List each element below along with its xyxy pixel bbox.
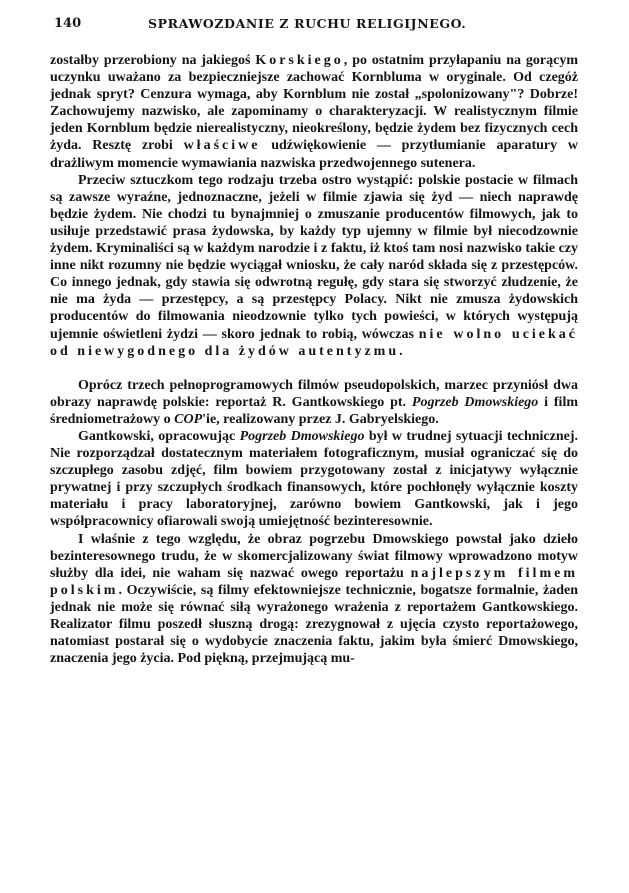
text-run: Gantkowski, opracowując bbox=[78, 428, 240, 444]
text-run: 'ie, realizowany przez J. Gabryelskiego. bbox=[202, 411, 439, 427]
text-run: zostałby przerobiony na jakiegoś bbox=[50, 53, 256, 68]
italic-text: Pogrzeb Dmowskiego bbox=[239, 428, 365, 444]
spaced-emphasis-text: najlepszym filmem polskim bbox=[50, 565, 578, 598]
paragraph bbox=[50, 531, 578, 668]
text-run: , po ostatnim przyłapaniu na gorącym uczynku uważano za bezpieczniejsze zachować Kornbluma w oryginale. Od czegóż jednak spryt? Cenzura wymaga, aby Kornblum nie został „spolonizowany"? Dobrze! Zachowujemy nazwisko, ale zapominamy o charakteryzacji. W realistycznym filmie jeden Kornblum będzie nierealistyczny, nieokreślony, będzie żydem bez fizycznych cech żyda. Resztę zrobi bbox=[50, 53, 579, 154]
spaced-emphasis-text: nie wolno uciekać od niewygodnego dla żydów autentyzmu bbox=[50, 326, 579, 359]
paragraph bbox=[50, 172, 578, 360]
page-number: 140 bbox=[54, 16, 82, 31]
text-run: był w trudnej sytuacji technicznej. Nie rozporządzał dostatecznym materiałem fotograficznym, musiał ograniczać się do szczupłego zasobu zdjęć, film bowiem przygotowany został z inicjatywy wyłącznie prywatnej i przy szczupłych środkach finansowych, które pochłonęły wyłącznie koszty materiału i pracy laboratoryjnej, zarówno bowiem Gantkowski, jak i jego współpracownicy ofiarowali swoją umiejętność bezinteresownie. bbox=[50, 428, 578, 530]
paragraph bbox=[50, 52, 578, 172]
page-header bbox=[50, 10, 578, 36]
text-run: Przeciw sztuczkom tego rodzaju trzeba ostro wystąpić: polskie postacie w filmach są zawsze wyraźne, jednoznaczne, jeżeli w filmie zjawia się żyd — niech naprawdę będzie żydem. Nie chodzi tu bynajmniej o zmuszanie producentów filmowych, jak to usiłuje przedstawić prasa żydowska, by każdy typ ujemny w filmie był niecodzownie żydem. Kryminaliści są w każdym narodzie i z faktu, iż ktoś tam nosi nazwisko takie czy inne nikt rozumny nie będzie wyciągał wniosku, że cały naród składa się z przestępców. Co innego jednak, gdy stawia się odwrotną regułę, gdy stara się stworzyć złudzenie, że nie ma żyda — przestępcy, a są przestępcy Polacy. Nikt nie zmusza żydowskich producentów do filmowania nieodzownie tylko tych powieści, w których występują ujemnie oświetleni żydzi — skoro jednak to robią, wówczas bbox=[50, 172, 578, 342]
paragraph bbox=[50, 377, 578, 428]
book-page bbox=[50, 10, 579, 667]
spaced-emphasis-text: właściwe bbox=[183, 138, 261, 154]
paragraph bbox=[50, 428, 578, 531]
running-title: SPRAWOZDANIE Z RUCHU RELIGIJNEGO. bbox=[148, 16, 467, 31]
text-run: I właśnie z tego względu, że obraz pogrzebu Dmowskiego powstał jako dzieło bezinteresownego trudu, że w skomercjalizowany świat filmowy wprowadzono motyw służby dla idei, nie waham się nazwać owego reportażu bbox=[50, 531, 578, 581]
italic-text: Pogrzeb Dmowskiego bbox=[411, 394, 539, 410]
text-run: Oprócz trzech pełnoprogramowych filmów pseudopolskich, marzec przyniósł dwa obrazy naprawdę polskie: reportaż R. Gantkowskiego pt. bbox=[50, 377, 578, 410]
text-run: udźwiękowienie — przytłumianie aparatury w drażliwym momencie wymawiania nazwiska przedwojennego sutenera. bbox=[50, 138, 579, 171]
spaced-emphasis-text: Korskiego bbox=[255, 53, 344, 68]
article-body bbox=[50, 52, 578, 667]
italic-text: COP bbox=[174, 411, 203, 427]
text-run: . bbox=[399, 343, 403, 359]
text-run: . Oczywiście, są filmy efektowniejsze technicznie, bogatsze formalnie, żaden jednak nie może się równać siłą wyrażonego wrażenia z reportażem Gantkowskiego. Realizator filmu poszedł słuszną drogą: zrezygnował z ujęcia czysto reportażowego, natomiast postarał się o wydobycie znaczenia faktu, jakim była śmierć Dmowskiego, znaczenia jego życia. Pod piękną, przejmującą mu- bbox=[50, 582, 578, 667]
text-run: i film średniometrażowy o bbox=[50, 394, 578, 427]
